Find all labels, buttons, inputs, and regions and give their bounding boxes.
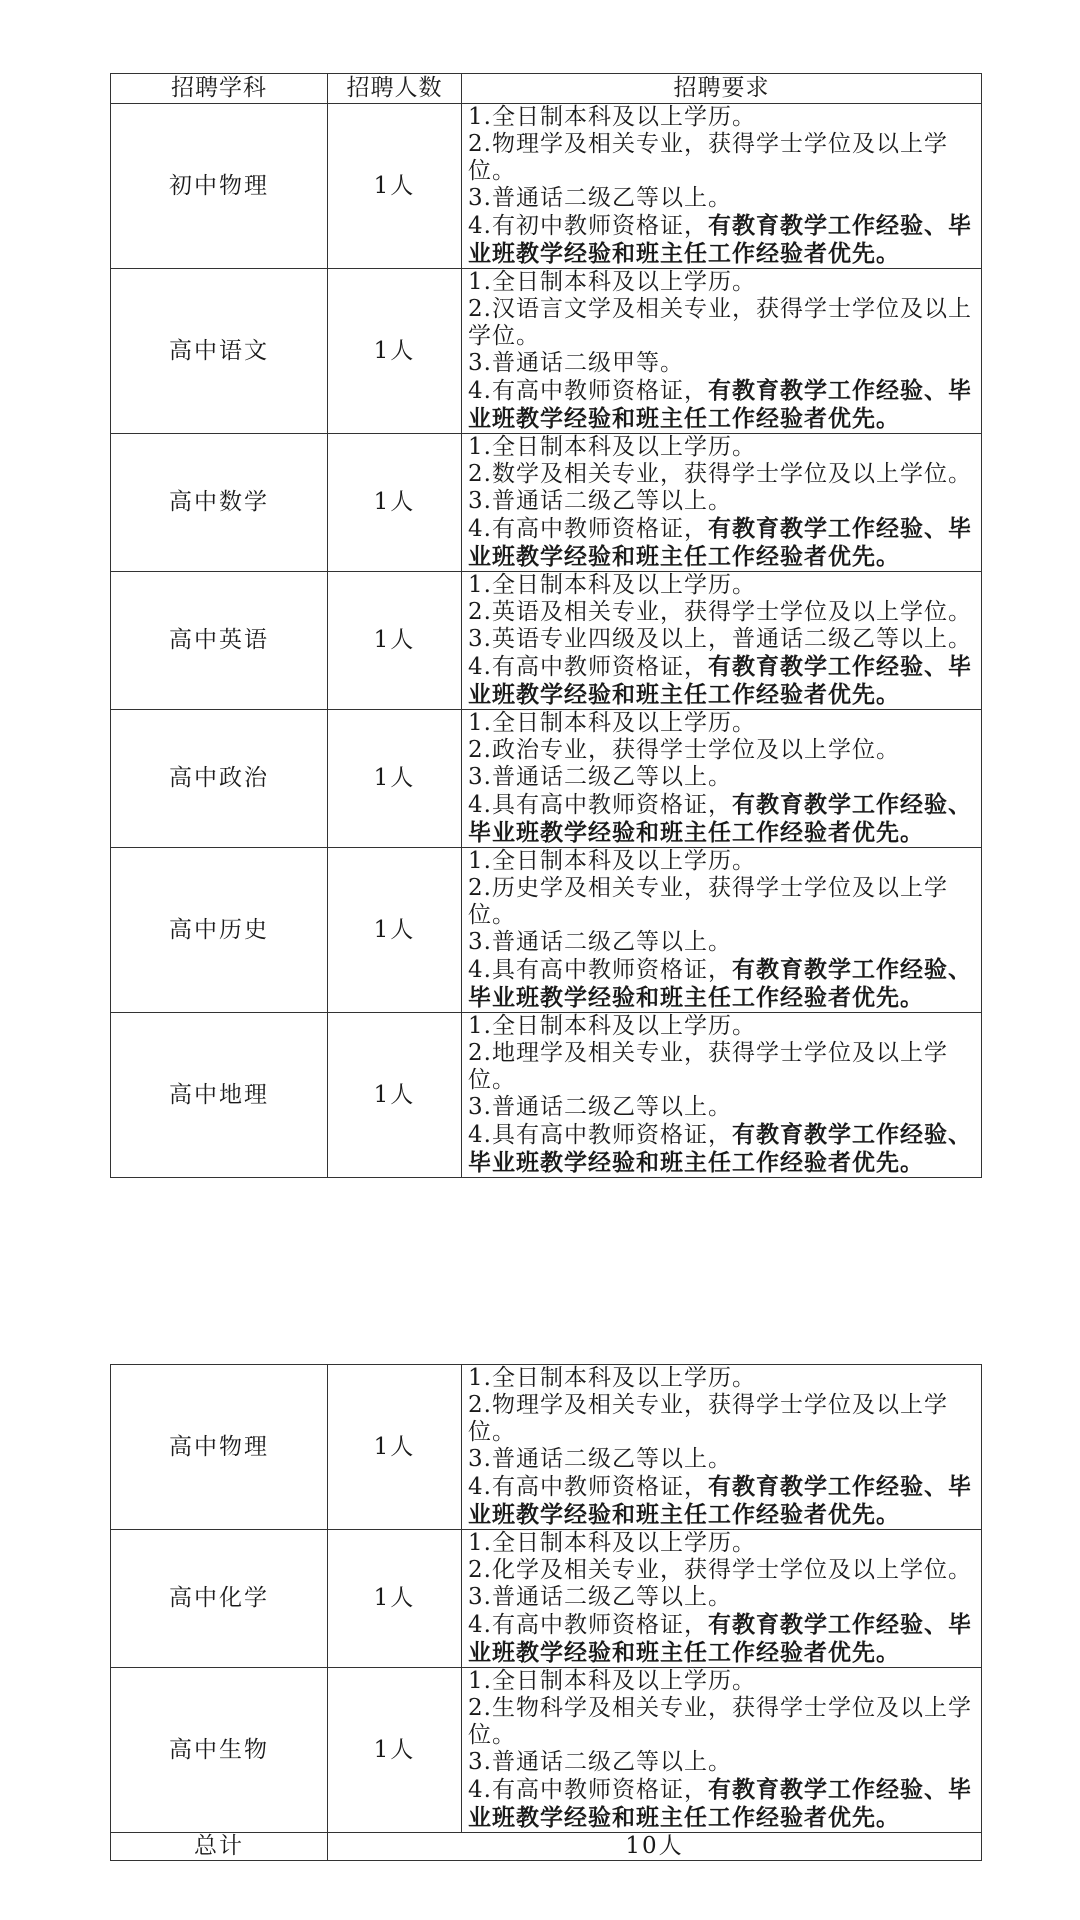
total-value: 10人 xyxy=(328,1833,982,1861)
requirement-item: 3.普通话二级乙等以上。 xyxy=(468,1446,732,1472)
requirements-cell xyxy=(462,1365,982,1530)
requirement-item-4 xyxy=(468,1473,977,1529)
count-cell: 1人 xyxy=(328,269,462,434)
requirement-4-text: 4.有高中教师资格证， xyxy=(468,1474,708,1500)
requirement-4-text: 4.有高中教师资格证， xyxy=(468,1777,708,1803)
header-subject: 招聘学科 xyxy=(111,74,328,104)
table-row xyxy=(111,104,982,269)
requirement-item: 1.全日制本科及以上学历。 xyxy=(468,572,756,598)
table-row xyxy=(111,434,982,572)
requirement-item: 1.全日制本科及以上学历。 xyxy=(468,434,756,460)
total-row xyxy=(111,1833,982,1861)
header-requirements: 招聘要求 xyxy=(462,74,982,104)
requirement-item: 2.汉语言文学及相关专业，获得学士学位及以上学位。 xyxy=(468,296,972,349)
requirements-cell xyxy=(462,848,982,1013)
requirement-item: 1.全日制本科及以上学历。 xyxy=(468,1668,756,1694)
requirement-item: 1.全日制本科及以上学历。 xyxy=(468,104,756,130)
requirement-item-4 xyxy=(468,956,977,1012)
subject-cell: 高中数学 xyxy=(111,434,328,572)
recruitment-table-part-2 xyxy=(110,1364,982,1861)
count-cell: 1人 xyxy=(328,104,462,269)
requirements-cell xyxy=(462,104,982,269)
requirement-item-4 xyxy=(468,212,977,268)
requirement-item: 1.全日制本科及以上学历。 xyxy=(468,1365,756,1391)
subject-cell: 高中物理 xyxy=(111,1365,328,1530)
subject-cell: 高中生物 xyxy=(111,1668,328,1833)
requirement-4-preference: 有教育教学工作经验、毕业班教学经验和班主任工作经验者优先。 xyxy=(468,1611,972,1666)
requirements-cell xyxy=(462,1668,982,1833)
count-cell: 1人 xyxy=(328,1013,462,1178)
requirement-item: 2.化学及相关专业，获得学士学位及以上学位。3.普通话二级乙等以上。 xyxy=(468,1557,972,1610)
requirement-4-text: 4.具有高中教师资格证， xyxy=(468,957,732,983)
requirements-cell xyxy=(462,434,982,572)
requirement-4-preference: 有教育教学工作经验、毕业班教学经验和班主任工作经验者优先。 xyxy=(468,212,972,267)
subject-cell: 高中地理 xyxy=(111,1013,328,1178)
requirement-item-4 xyxy=(468,515,977,571)
requirement-4-preference: 有教育教学工作经验、毕业班教学经验和班主任工作经验者优先。 xyxy=(468,791,972,846)
requirements-cell xyxy=(462,572,982,710)
requirement-item: 2.物理学及相关专业，获得学士学位及以上学位。 xyxy=(468,1392,948,1445)
requirement-item: 2.地理学及相关专业，获得学士学位及以上学位。 xyxy=(468,1040,948,1093)
requirement-item: 1.全日制本科及以上学历。 xyxy=(468,848,756,874)
requirement-4-text: 4.有高中教师资格证， xyxy=(468,378,708,404)
requirement-item-4 xyxy=(468,653,977,709)
requirement-item: 2.英语及相关专业，获得学士学位及以上学位。 xyxy=(468,599,972,625)
requirement-4-preference: 有教育教学工作经验、毕业班教学经验和班主任工作经验者优先。 xyxy=(468,1473,972,1528)
table-row xyxy=(111,848,982,1013)
table-row xyxy=(111,710,982,848)
count-cell: 1人 xyxy=(328,1530,462,1668)
requirements-cell xyxy=(462,1530,982,1668)
subject-cell: 高中语文 xyxy=(111,269,328,434)
requirement-4-preference: 有教育教学工作经验、毕业班教学经验和班主任工作经验者优先。 xyxy=(468,1121,972,1176)
requirement-item: 3.普通话二级乙等以上。 xyxy=(468,764,732,790)
count-cell: 1人 xyxy=(328,434,462,572)
table-row xyxy=(111,1530,982,1668)
requirement-item: 2.生物科学及相关专业，获得学士学位及以上学位。 xyxy=(468,1695,972,1748)
count-cell: 1人 xyxy=(328,1365,462,1530)
requirement-item-4 xyxy=(468,1121,977,1177)
requirement-item: 1.全日制本科及以上学历。 xyxy=(468,1530,756,1556)
requirement-4-preference: 有教育教学工作经验、毕业班教学经验和班主任工作经验者优先。 xyxy=(468,653,972,708)
requirement-item: 3.普通话二级乙等以上。 xyxy=(468,185,732,211)
count-cell: 1人 xyxy=(328,710,462,848)
requirement-item: 3.普通话二级乙等以上。 xyxy=(468,929,732,955)
requirement-4-text: 4.有高中教师资格证， xyxy=(468,1612,708,1638)
recruitment-table-part-1 xyxy=(110,73,982,1178)
requirement-item-4 xyxy=(468,791,977,847)
requirement-item: 3.普通话二级乙等以上。 xyxy=(468,1094,732,1120)
requirement-4-text: 4.具有高中教师资格证， xyxy=(468,1122,732,1148)
requirement-item-4 xyxy=(468,1611,977,1667)
requirement-item: 2.数学及相关专业，获得学士学位及以上学位。 xyxy=(468,461,972,487)
table-row xyxy=(111,269,982,434)
requirement-item: 1.全日制本科及以上学历。 xyxy=(468,710,756,736)
requirement-4-preference: 有教育教学工作经验、毕业班教学经验和班主任工作经验者优先。 xyxy=(468,1776,972,1831)
table-header-row xyxy=(111,74,982,104)
requirement-item: 1.全日制本科及以上学历。 xyxy=(468,1013,756,1039)
count-cell: 1人 xyxy=(328,572,462,710)
requirement-4-text: 4.有高中教师资格证， xyxy=(468,516,708,542)
requirements-cell xyxy=(462,710,982,848)
requirements-cell xyxy=(462,1013,982,1178)
table-row xyxy=(111,572,982,710)
count-cell: 1人 xyxy=(328,848,462,1013)
requirement-item: 3.英语专业四级及以上，普通话二级乙等以上。 xyxy=(468,626,972,652)
subject-cell: 高中政治 xyxy=(111,710,328,848)
requirement-item: 2.物理学及相关专业，获得学士学位及以上学位。 xyxy=(468,131,948,184)
subject-cell: 高中英语 xyxy=(111,572,328,710)
requirement-item: 3.普通话二级乙等以上。 xyxy=(468,1749,732,1775)
requirement-4-text: 4.有高中教师资格证， xyxy=(468,654,708,680)
header-count: 招聘人数 xyxy=(328,74,462,104)
table-row xyxy=(111,1013,982,1178)
requirement-4-text: 4.有初中教师资格证， xyxy=(468,213,708,239)
total-label: 总计 xyxy=(111,1833,328,1861)
requirement-4-preference: 有教育教学工作经验、毕业班教学经验和班主任工作经验者优先。 xyxy=(468,956,972,1011)
requirement-item: 3.普通话二级乙等以上。 xyxy=(468,488,732,514)
requirement-item: 3.普通话二级甲等。 xyxy=(468,350,684,376)
requirement-item-4 xyxy=(468,377,977,433)
requirements-cell xyxy=(462,269,982,434)
subject-cell: 初中物理 xyxy=(111,104,328,269)
requirement-item: 2.历史学及相关专业，获得学士学位及以上学位。 xyxy=(468,875,948,928)
subject-cell: 高中化学 xyxy=(111,1530,328,1668)
requirement-item-4 xyxy=(468,1776,977,1832)
requirement-item: 1.全日制本科及以上学历。 xyxy=(468,269,756,295)
requirement-4-text: 4.具有高中教师资格证， xyxy=(468,792,732,818)
table-row xyxy=(111,1365,982,1530)
requirement-4-preference: 有教育教学工作经验、毕业班教学经验和班主任工作经验者优先。 xyxy=(468,377,972,432)
table-row xyxy=(111,1668,982,1833)
requirement-item: 2.政治专业，获得学士学位及以上学位。 xyxy=(468,737,900,763)
requirement-4-preference: 有教育教学工作经验、毕业班教学经验和班主任工作经验者优先。 xyxy=(468,515,972,570)
subject-cell: 高中历史 xyxy=(111,848,328,1013)
count-cell: 1人 xyxy=(328,1668,462,1833)
